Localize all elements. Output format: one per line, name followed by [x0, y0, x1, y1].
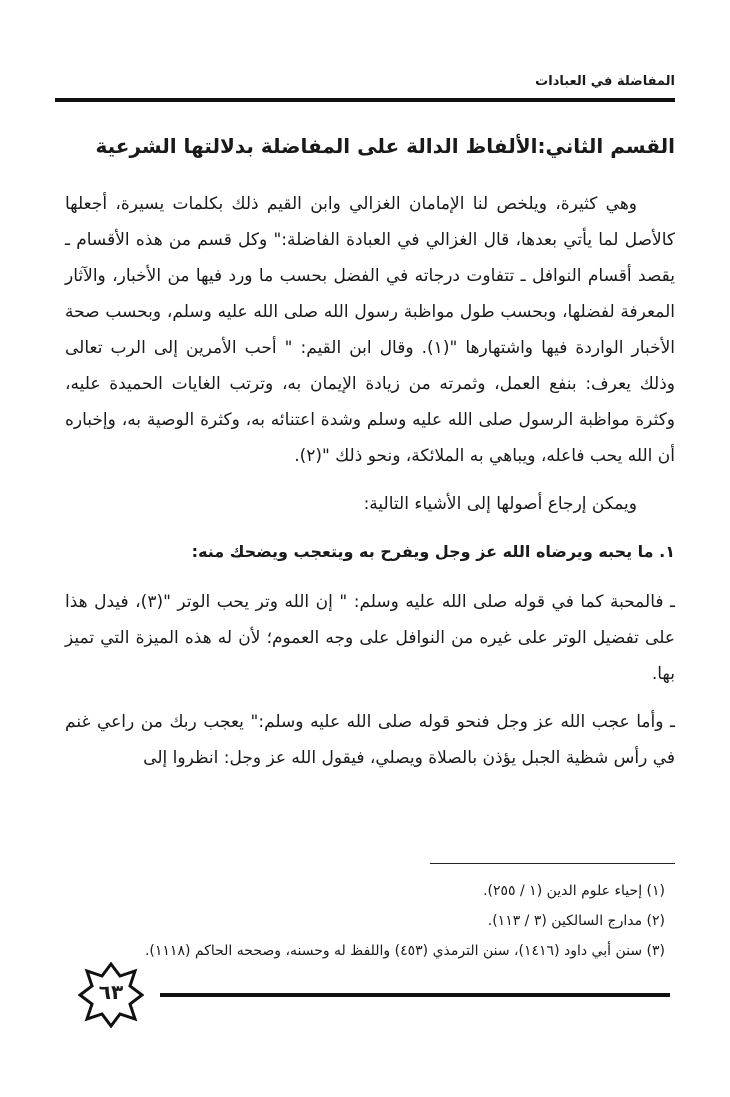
footnote-3: (٣) سنن أبي داود (١٤١٦)، سنن الترمذي (٤٥٣) واللفظ له وحسنه، وصححه الحاكم (١١١٨). [144, 943, 665, 959]
subheading: ١. ما يحبه ويرضاه الله عز وجل ويفرح به ويتعجب ويضحك منه: [191, 542, 675, 561]
paragraph-origins: ويمكن إرجاع أصولها إلى الأشياء التالية: [363, 494, 637, 514]
section-title: القسم الثاني:الألفاظ الدالة على المفاضلة بدلالتها الشرعية [95, 134, 675, 158]
main-content [65, 128, 675, 788]
header-rule [55, 98, 675, 102]
page-number-badge [78, 962, 144, 1028]
footnote-separator [430, 863, 675, 864]
running-header: المفاضلة في العبادات [535, 74, 675, 89]
footer-rule [160, 993, 670, 997]
footnotes [60, 876, 665, 966]
footnote-2: (٢) مدارج السالكين (٣ / ١١٣). [487, 913, 665, 929]
paragraph-intro: وهي كثيرة، ويلخص لنا الإمامان الغزالي وابن القيم ذلك بكلمات يسيرة، أجعلها كالأصل لما يأتي بعدها، قال الغزالي في العبادة الفاضلة:" وكل قسم من هذه الأقسام ـ يقصد أقسام النوافل ـ تتفاوت درجاته في الفضل بحسب ما ورد فيها من الأخبار، والآثار المعرفة لفضلها، وبحسب طول مواظبة رسول الله صلى الله عليه وسلم، وبحسب صحة الأخبار الواردة فيها واشتهارها "(١). وقال ابن القيم: " أحب الأمرين إلى الرب تعالى وذلك يعرف: بنفع العمل، وثمرته من زيادة الإيمان به، وترتب الغايات الحميدة عليه، وكثرة مواظبة الرسول صلى الله عليه وسلم وشدة اعتنائه به، وكثرة الوصية به، وإخباره أن الله يحب فاعله، ويباهي به الملائكة، ونحو ذلك "(٢). [65, 194, 675, 466]
footnote-1: (١) إحياء علوم الدين (١ / ٢٥٥). [483, 883, 665, 899]
point-love: ـ فالمحبة كما في قوله صلى الله عليه وسلم: " إن الله وتر يحب الوتر "(٣)، فيدل هذا على تفضيل الوتر على غيره من النوافل على وجه العموم؛ لأن له هذه الميزة التي تميز بها. [65, 592, 676, 684]
page-number: ٦٣ [98, 980, 124, 1004]
point-wonder: ـ وأما عجب الله عز وجل فنحو قوله صلى الله عليه وسلم:" يعجب ربك من راعي غنم في رأس شظية الجبل يؤذن بالصلاة ويصلي، فيقول الله عز وجل: انظروا إلى [65, 712, 675, 768]
